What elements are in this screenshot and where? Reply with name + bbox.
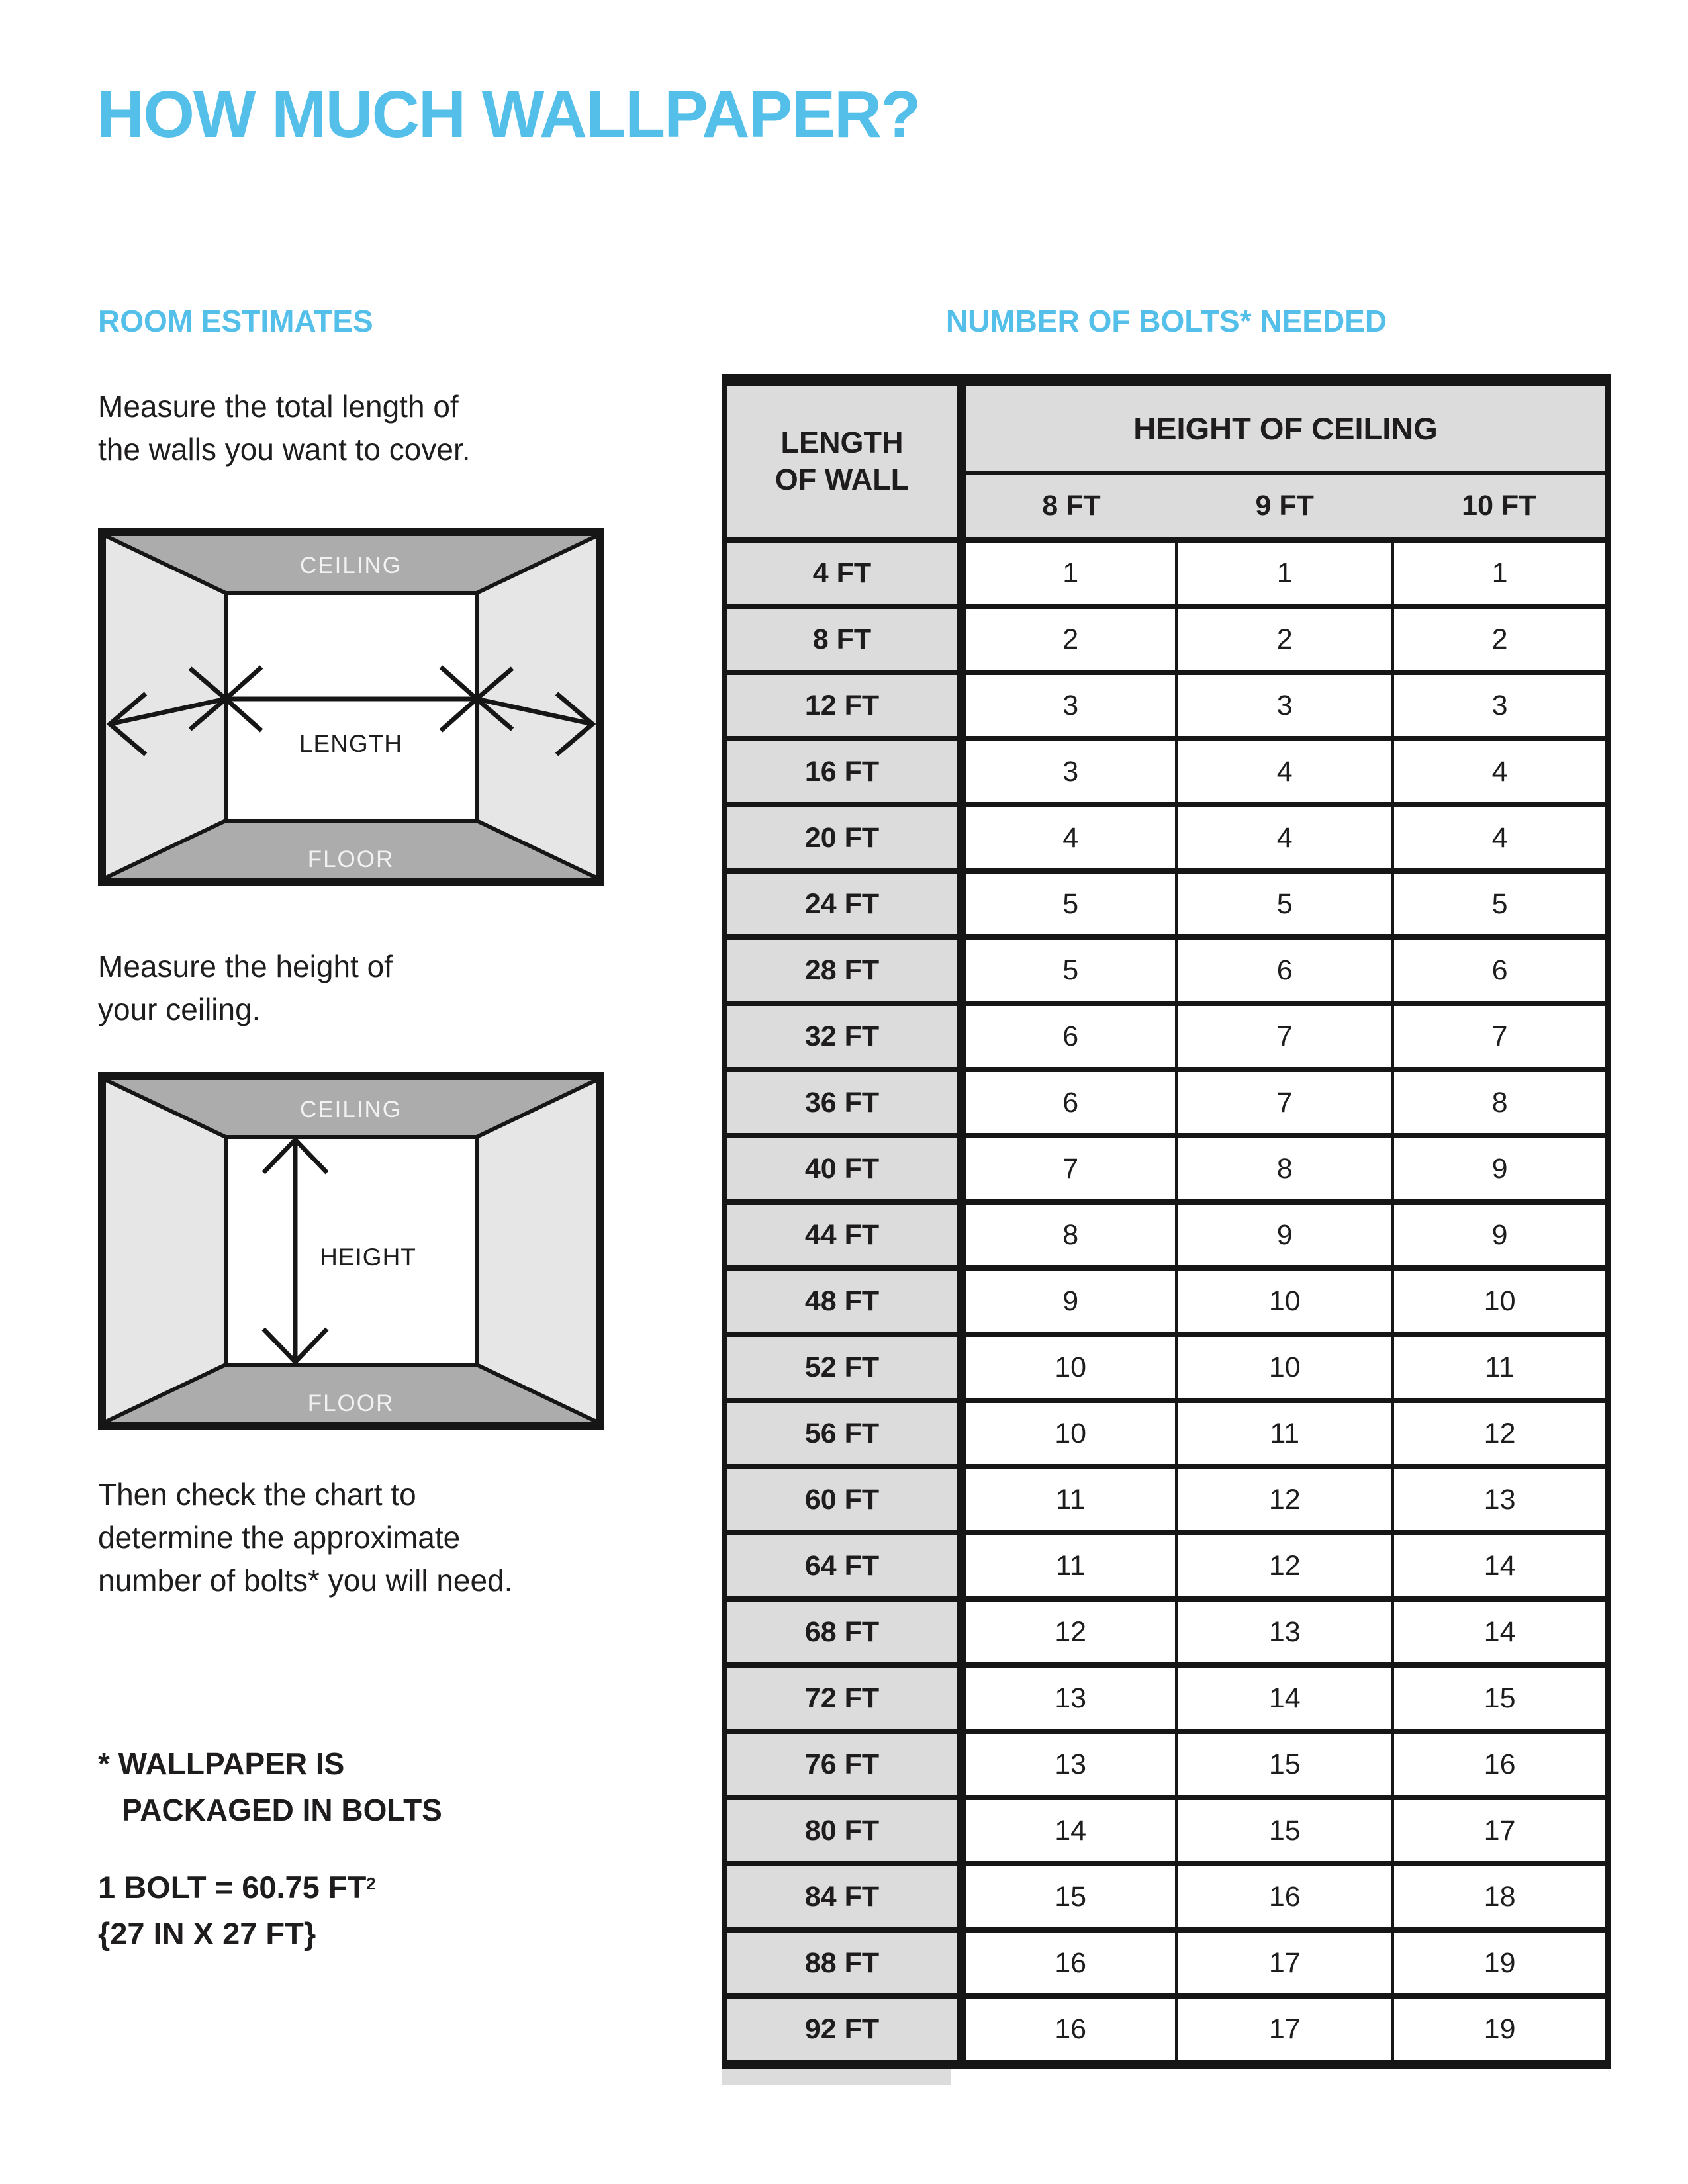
room-length-diagram <box>98 528 604 886</box>
wall-length-cell: 48 FT <box>725 1268 962 1334</box>
table-row <box>725 805 1609 871</box>
table-row <box>725 1731 1609 1797</box>
bolts-value-cell: 13 <box>961 1665 1177 1731</box>
wall-length-cell: 68 FT <box>725 1599 962 1665</box>
bolts-value-cell: 19 <box>1393 1996 1609 2064</box>
bolts-value-cell: 10 <box>1393 1268 1609 1334</box>
wall-length-cell: 20 FT <box>725 805 962 871</box>
bolts-value-cell: 9 <box>1177 1202 1393 1268</box>
bolts-value-cell: 3 <box>961 672 1177 739</box>
bolts-value-cell: 2 <box>961 606 1177 672</box>
bolts-value-cell: 3 <box>1177 672 1393 739</box>
bolts-value-cell: 15 <box>1177 1731 1393 1797</box>
height-of-ceiling-header: HEIGHT OF CEILING <box>961 386 1609 473</box>
ceiling-height-10ft-header: 10 FT <box>1393 473 1609 540</box>
ceiling-height-9ft-header: 9 FT <box>1177 473 1393 540</box>
bolt-spec-superscript: 2 <box>366 1875 376 1893</box>
step2-text: Measure the height of your ceiling. <box>98 949 393 1026</box>
bolts-value-cell: 5 <box>961 871 1177 937</box>
wall-length-cell: 28 FT <box>725 937 962 1003</box>
bolts-value-cell: 15 <box>961 1864 1177 1930</box>
bolts-value-cell: 18 <box>1393 1864 1609 1930</box>
ceiling-label: CEILING <box>299 1097 402 1122</box>
bolts-value-cell: 8 <box>1177 1136 1393 1202</box>
bolts-value-cell: 4 <box>1177 805 1393 871</box>
table-row <box>725 739 1609 805</box>
table-top-bar <box>722 374 1611 386</box>
wall-length-cell: 76 FT <box>725 1731 962 1797</box>
table-row <box>725 1996 1609 2064</box>
wall-length-cell: 16 FT <box>725 739 962 805</box>
bolts-value-cell: 10 <box>1177 1268 1393 1334</box>
footnote-line1: * WALLPAPER IS <box>98 1747 345 1781</box>
left-wall-surface <box>106 1080 226 1422</box>
bolts-value-cell: 15 <box>1177 1797 1393 1864</box>
bolts-table-container <box>722 374 1611 2085</box>
wall-length-cell: 64 FT <box>725 1533 962 1599</box>
ceiling-height-8ft-header: 8 FT <box>961 473 1177 540</box>
table-row <box>725 1930 1609 1996</box>
bolts-value-cell: 1 <box>961 540 1177 607</box>
step1-text: Measure the total length of the walls you want to cover. <box>98 389 471 467</box>
bolts-value-cell: 16 <box>961 1996 1177 2064</box>
bolts-value-cell: 14 <box>1393 1533 1609 1599</box>
bolts-value-cell: 10 <box>961 1400 1177 1467</box>
table-row <box>725 1467 1609 1533</box>
bolts-value-cell: 9 <box>961 1268 1177 1334</box>
wall-length-cell: 24 FT <box>725 871 962 937</box>
table-row <box>725 937 1609 1003</box>
bolt-spec-line2: {27 IN X 27 FT} <box>98 1915 316 1951</box>
wall-length-cell: 8 FT <box>725 606 962 672</box>
bolts-value-cell: 3 <box>1393 672 1609 739</box>
bolts-value-cell: 12 <box>961 1599 1177 1665</box>
bolts-value-cell: 6 <box>961 1003 1177 1069</box>
bolts-value-cell: 1 <box>1393 540 1609 607</box>
back-wall-surface <box>226 593 477 821</box>
bolts-value-cell: 6 <box>1393 937 1609 1003</box>
wall-length-cell: 72 FT <box>725 1665 962 1731</box>
wall-length-cell: 12 FT <box>725 672 962 739</box>
room-height-diagram <box>98 1072 604 1430</box>
table-row <box>725 540 1609 607</box>
bolts-value-cell: 15 <box>1393 1665 1609 1731</box>
bolts-value-cell: 11 <box>961 1467 1177 1533</box>
bolts-value-cell: 12 <box>1177 1467 1393 1533</box>
left-wall-surface <box>106 536 226 878</box>
length-measure-label: LENGTH <box>299 730 403 757</box>
bolts-value-cell: 14 <box>1393 1599 1609 1665</box>
bolts-value-cell: 14 <box>961 1797 1177 1864</box>
bolts-value-cell: 12 <box>1177 1533 1393 1599</box>
bolts-value-cell: 13 <box>1177 1599 1393 1665</box>
wall-length-cell: 92 FT <box>725 1996 962 2064</box>
bolts-value-cell: 13 <box>1393 1467 1609 1533</box>
table-row <box>725 1665 1609 1731</box>
wall-length-cell: 40 FT <box>725 1136 962 1202</box>
wallpaper-footnote <box>98 1741 442 1833</box>
bolts-value-cell: 17 <box>1177 1996 1393 2064</box>
bolts-value-cell: 12 <box>1393 1400 1609 1467</box>
bolts-value-cell: 11 <box>961 1533 1177 1599</box>
footnote-line2: PACKAGED IN BOLTS <box>122 1793 442 1827</box>
bolts-value-cell: 16 <box>1177 1864 1393 1930</box>
table-row <box>725 1202 1609 1268</box>
page-title: HOW MUCH WALLPAPER? <box>97 77 920 152</box>
table-header-row <box>725 386 1609 473</box>
wall-length-cell: 84 FT <box>725 1864 962 1930</box>
bolts-value-cell: 9 <box>1393 1202 1609 1268</box>
bolts-value-cell: 7 <box>1177 1003 1393 1069</box>
table-row <box>725 1268 1609 1334</box>
bolts-value-cell: 8 <box>1393 1069 1609 1136</box>
table-row <box>725 1797 1609 1864</box>
bolts-value-cell: 2 <box>1177 606 1393 672</box>
bolts-value-cell: 5 <box>961 937 1177 1003</box>
bolts-value-cell: 1 <box>1177 540 1393 607</box>
bolts-value-cell: 16 <box>1393 1731 1609 1797</box>
bolts-value-cell: 7 <box>961 1136 1177 1202</box>
bolts-value-cell: 14 <box>1177 1665 1393 1731</box>
wall-length-cell: 56 FT <box>725 1400 962 1467</box>
bolt-spec <box>98 1861 376 1957</box>
ceiling-label: CEILING <box>299 553 402 578</box>
bolts-value-cell: 16 <box>961 1930 1177 1996</box>
bolts-value-cell: 10 <box>961 1334 1177 1400</box>
bolts-value-cell: 17 <box>1177 1930 1393 1996</box>
right-wall-surface <box>477 536 596 878</box>
bolt-spec-main: 1 BOLT = 60.75 FT <box>98 1869 367 1905</box>
bolt-spec-line1 <box>98 1861 376 1911</box>
bolts-value-cell: 2 <box>1393 606 1609 672</box>
table-row <box>725 606 1609 672</box>
bolts-value-cell: 19 <box>1393 1930 1609 1996</box>
wall-length-cell: 4 FT <box>725 540 962 607</box>
bolts-value-cell: 3 <box>961 739 1177 805</box>
bolts-value-cell: 8 <box>961 1202 1177 1268</box>
bolts-value-cell: 4 <box>1393 739 1609 805</box>
table-row <box>725 1136 1609 1202</box>
bolts-value-cell: 11 <box>1177 1400 1393 1467</box>
wall-length-cell: 36 FT <box>725 1069 962 1136</box>
right-wall-surface <box>477 1080 596 1422</box>
wall-length-cell: 60 FT <box>725 1467 962 1533</box>
step3-text: Then check the chart to determine the approximate number of bolts* you will need. <box>98 1477 513 1598</box>
table-row <box>725 1334 1609 1400</box>
table-row <box>725 672 1609 739</box>
bolts-value-cell: 9 <box>1393 1136 1609 1202</box>
bolts-value-cell: 4 <box>1393 805 1609 871</box>
bolts-value-cell: 13 <box>961 1731 1177 1797</box>
wall-length-cell: 32 FT <box>725 1003 962 1069</box>
table-row <box>725 1864 1609 1930</box>
wall-length-cell: 44 FT <box>725 1202 962 1268</box>
bolts-needed-heading: NUMBER OF BOLTS* NEEDED <box>945 304 1387 338</box>
bolts-value-cell: 7 <box>1177 1069 1393 1136</box>
table-row <box>725 1599 1609 1665</box>
bolts-table <box>722 386 1611 2069</box>
bolts-value-cell: 4 <box>961 805 1177 871</box>
bolts-value-cell: 5 <box>1393 871 1609 937</box>
bolts-value-cell: 11 <box>1393 1334 1609 1400</box>
table-row <box>725 871 1609 937</box>
bolts-value-cell: 17 <box>1393 1797 1609 1864</box>
floor-label: FLOOR <box>307 1390 395 1416</box>
table-row <box>725 1069 1609 1136</box>
table-row <box>725 1400 1609 1467</box>
floor-label: FLOOR <box>307 846 395 872</box>
bolts-value-cell: 7 <box>1393 1003 1609 1069</box>
wall-length-cell: 80 FT <box>725 1797 962 1864</box>
table-row <box>725 1533 1609 1599</box>
bolts-value-cell: 10 <box>1177 1334 1393 1400</box>
bolts-value-cell: 6 <box>1177 937 1393 1003</box>
length-of-wall-header: LENGTH OF WALL <box>725 386 962 540</box>
room-estimates-heading: ROOM ESTIMATES <box>98 304 373 338</box>
table-bottom-strip <box>722 2069 951 2085</box>
table-row <box>725 1003 1609 1069</box>
wall-length-cell: 52 FT <box>725 1334 962 1400</box>
bolts-value-cell: 4 <box>1177 739 1393 805</box>
height-measure-label: HEIGHT <box>320 1244 416 1271</box>
wall-length-cell: 88 FT <box>725 1930 962 1996</box>
bolts-value-cell: 5 <box>1177 871 1393 937</box>
bolts-value-cell: 6 <box>961 1069 1177 1136</box>
